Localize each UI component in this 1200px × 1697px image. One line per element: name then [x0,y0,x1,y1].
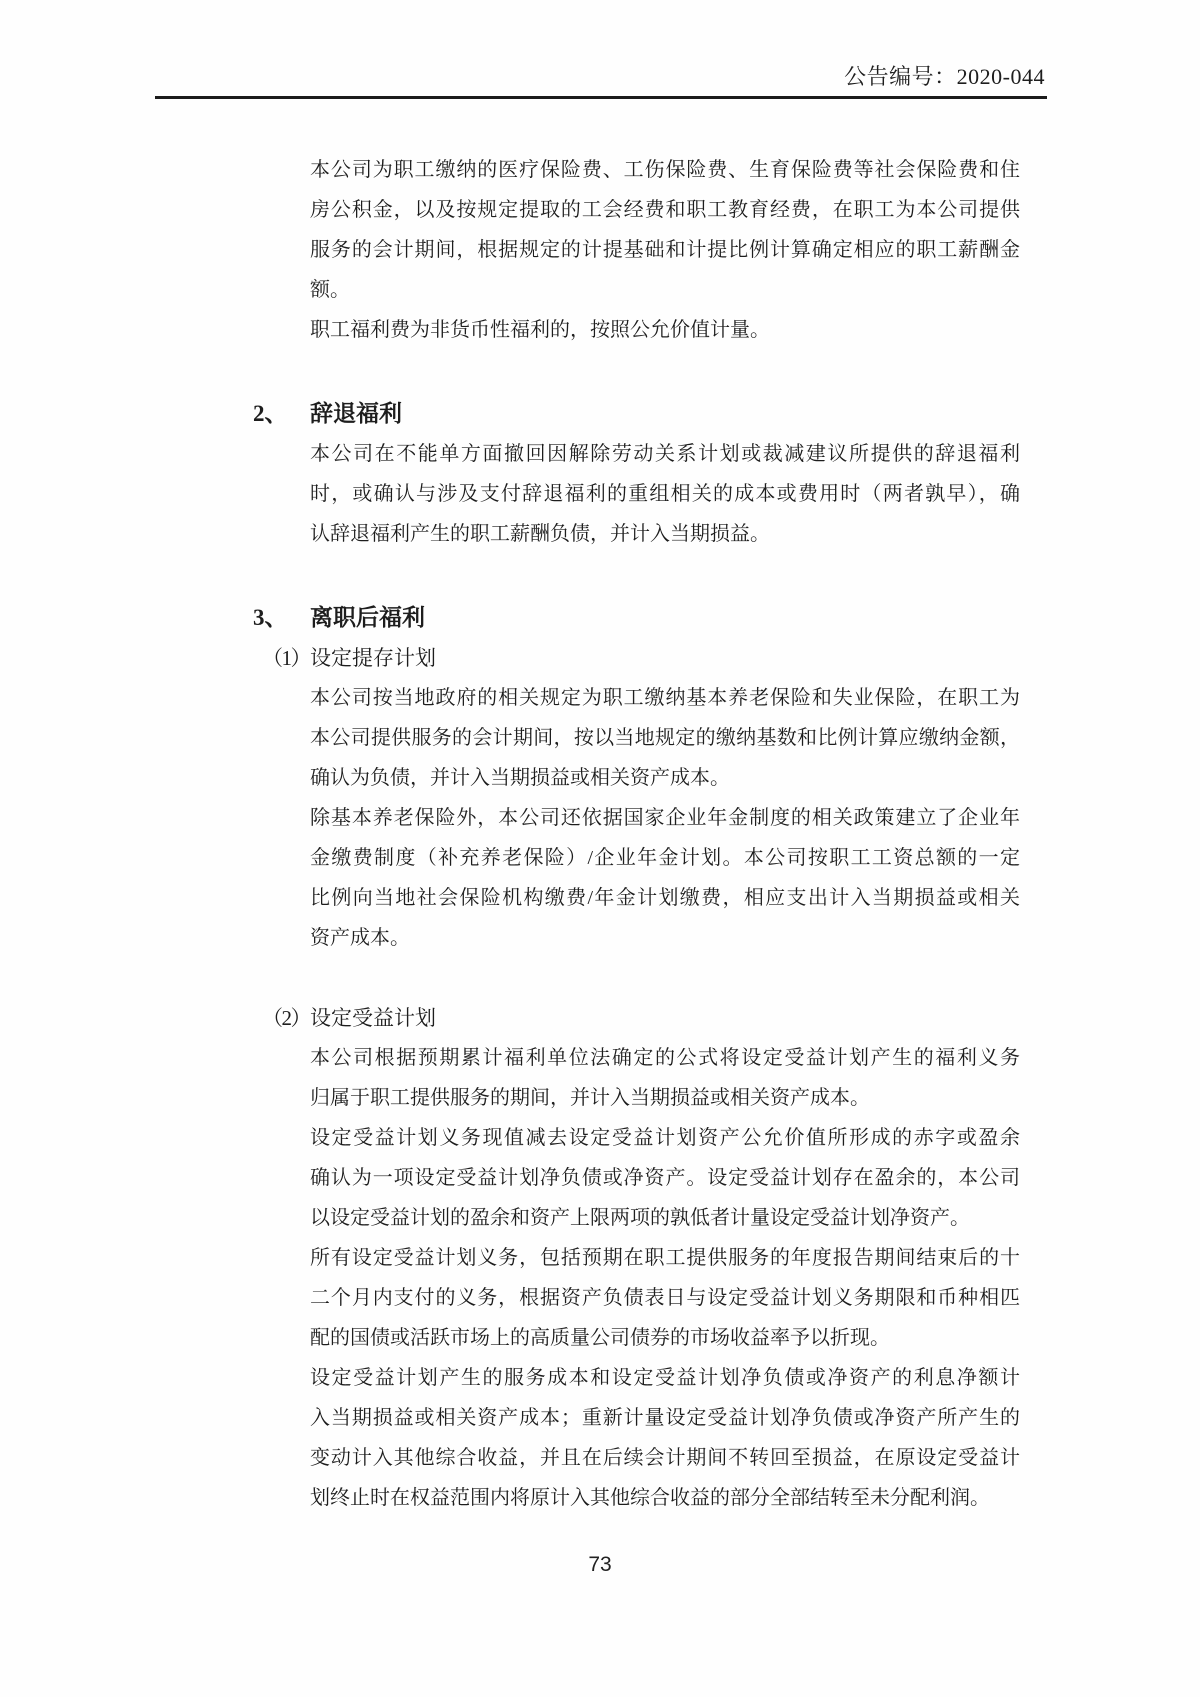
body-line: 确认为一项设定受益计划净负债或净资产。设定受益计划存在盈余的，本公司 [310,1167,1020,1189]
body-paragraph [310,1118,1020,1238]
body-line: 时，或确认与涉及支付辞退福利的重组相关的成本或费用时（两者孰早），确 [310,483,1020,505]
body-line: 资产成本。 [310,927,410,949]
body-line: 本公司为职工缴纳的医疗保险费、工伤保险费、生育保险费等社会保险费和住 [310,159,1020,181]
page-header [0,0,1200,92]
body-line: 二个月内支付的义务，根据资产负债表日与设定受益计划义务期限和币种相匹 [310,1287,1020,1309]
body-line: 变动计入其他综合收益，并且在后续会计期间不转回至损益，在原设定受益计 [310,1447,1020,1469]
body-paragraph [310,434,1020,554]
body-line: 设定受益计划义务现值减去设定受益计划资产公允价值所形成的赤字或盈余 [310,1127,1020,1149]
section-heading [253,598,1020,638]
body-line: 额。 [310,279,350,301]
body-line: 除基本养老保险外，本公司还依据国家企业年金制度的相关政策建立了企业年 [310,807,1020,829]
doc-number: 公告编号：2020-044 [844,64,1045,89]
body-line: 职工福利费为非货币性福利的，按照公允价值计量。 [310,319,770,341]
body-line: 入当期损益或相关资产成本；重新计量设定受益计划净负债或净资产所产生的 [310,1407,1020,1429]
page-footer [0,1552,1200,1578]
subsection-label: （2） [262,1006,310,1030]
body-line: 房公积金，以及按规定提取的工会经费和职工教育经费，在职工为本公司提供 [310,199,1020,221]
body-line: 本公司在不能单方面撤回因解除劳动关系计划或裁减建议所提供的辞退福利 [310,443,1020,465]
body-line: 金缴费制度（补充养老保险）/企业年金计划。本公司按职工工资总额的一定 [310,847,1020,869]
body-line: 划终止时在权益范围内将原计入其他综合收益的部分全部结转至未分配利润。 [310,1487,990,1509]
body-paragraph [310,798,1020,958]
body-paragraph [310,150,1020,310]
section-number: 3、 [253,605,288,630]
body-line: 配的国债或活跃市场上的高质量公司债券的市场收益率予以折现。 [310,1327,890,1349]
body-paragraph [310,678,1020,798]
body-line: 以设定受益计划的盈余和资产上限两项的孰低者计量设定受益计划净资产。 [310,1207,970,1229]
section-number: 2、 [253,401,288,426]
body-line: 本公司提供服务的会计期间，按以当地规定的缴纳基数和比例计算应缴纳金额， [310,727,1020,749]
subsection-title: 设定受益计划 [310,1006,436,1030]
section-heading [253,394,1020,434]
section-title: 辞退福利 [310,401,402,426]
document-body [253,99,1020,1518]
body-line: 本公司按当地政府的相关规定为职工缴纳基本养老保险和失业保险，在职工为 [310,687,1020,709]
body-paragraph [310,1238,1020,1358]
page-number: 73 [588,1553,612,1576]
body-paragraph [310,1038,1020,1118]
subsection-heading [253,638,1020,678]
body-line: 设定受益计划产生的服务成本和设定受益计划净负债或净资产的利息净额计 [310,1367,1020,1389]
section-title: 离职后福利 [310,605,425,630]
subsection-label: （1） [262,646,310,670]
body-line: 服务的会计期间，根据规定的计提基础和计提比例计算确定相应的职工薪酬金 [310,239,1020,261]
body-line: 本公司根据预期累计福利单位法确定的公式将设定受益计划产生的福利义务 [310,1047,1020,1069]
body-paragraph [310,310,1020,350]
body-line: 所有设定受益计划义务，包括预期在职工提供服务的年度报告期间结束后的十 [310,1247,1020,1269]
body-paragraph [310,1358,1020,1518]
body-line: 确认为负债，并计入当期损益或相关资产成本。 [310,767,730,789]
subsection-heading [253,998,1020,1038]
body-line: 比例向当地社会保险机构缴费/年金计划缴费，相应支出计入当期损益或相关 [310,887,1020,909]
subsection-title: 设定提存计划 [310,646,436,670]
body-line: 归属于职工提供服务的期间，并计入当期损益或相关资产成本。 [310,1087,870,1109]
body-line: 认辞退福利产生的职工薪酬负债，并计入当期损益。 [310,523,770,545]
